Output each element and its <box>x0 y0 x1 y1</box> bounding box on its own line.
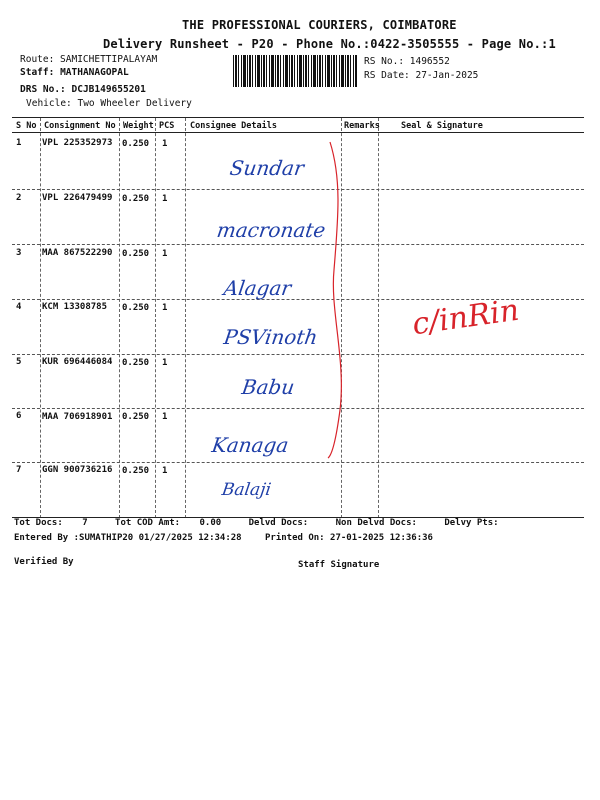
row-6-pcs: 1 <box>162 412 168 422</box>
entered-by: Entered By :SUMATHIP20 01/27/2025 12:34:28 <box>14 533 242 543</box>
tot-docs-value: 7 <box>82 518 88 528</box>
row-1-weight: 0.250 <box>122 139 150 149</box>
tot-docs-label: Tot Docs: <box>14 518 63 528</box>
delvy-pts-label: Delvy Pts: <box>444 518 499 528</box>
drs-label: DRS No.: <box>20 84 66 95</box>
row-5-weight: 0.250 <box>122 358 150 368</box>
row-4-consignment: KCM 13308785 <box>42 302 108 312</box>
row-5-consignment: KUR 696446084 <box>42 357 113 367</box>
drs-number: DCJB149655201 <box>71 84 146 95</box>
row-7-consignment: GGN 900736216 <box>42 465 113 475</box>
row-3-sno: 3 <box>16 248 22 258</box>
row-6-consignment: MAA 706918901 <box>42 412 113 422</box>
staff-name: MATHANAGOPAL <box>60 67 129 78</box>
row-5-signature: Babu <box>240 375 296 399</box>
col-header-pcs: PCS <box>159 121 175 131</box>
tot-cod-value: 0.00 <box>199 518 222 528</box>
col-divider <box>119 118 120 518</box>
row-7-sno: 7 <box>16 465 22 475</box>
route-text: Route: SAMICHETTIPALAYAM <box>20 54 158 65</box>
row-1-signature: Sundar <box>228 156 306 180</box>
company-title: THE PROFESSIONAL COURIERS, COIMBATORE <box>182 18 457 32</box>
row-6-signature: Kanaga <box>210 433 291 457</box>
row-2-signature: macronate <box>215 218 328 242</box>
row-4-signature: PSVinoth <box>222 325 320 349</box>
col-divider <box>185 118 186 518</box>
remark-mark: c/inRin <box>410 292 522 343</box>
col-header-consignee: Consignee Details <box>190 121 277 131</box>
barcode <box>233 55 357 87</box>
entry-row <box>14 533 433 543</box>
row-7-signature: Balaji <box>220 480 273 500</box>
vehicle-text: Vehicle: Two Wheeler Delivery <box>26 98 192 109</box>
verified-by-label: Verified By <box>14 557 74 567</box>
row-5-sno: 5 <box>16 357 22 367</box>
row-3-consignment: MAA 867522290 <box>42 248 113 258</box>
col-header-weight: Weight <box>123 121 154 131</box>
drs-row <box>20 84 146 95</box>
staff-signature-label: Staff Signature <box>298 560 380 570</box>
row-2-weight: 0.250 <box>122 194 150 204</box>
row-3-pcs: 1 <box>162 249 168 259</box>
row-3-signature: Alagar <box>222 276 293 300</box>
row-1-sno: 1 <box>16 138 22 148</box>
row-divider <box>12 354 584 355</box>
col-divider <box>40 118 41 518</box>
row-3-weight: 0.250 <box>122 249 150 259</box>
row-divider <box>12 189 584 190</box>
row-divider <box>12 462 584 463</box>
row-6-weight: 0.250 <box>122 412 150 422</box>
printed-on: Printed On: 27-01-2025 12:36:36 <box>265 533 433 543</box>
rs-number: RS No.: 1496552 <box>364 56 450 67</box>
row-1-consignment: VPL 225352973 <box>42 138 113 148</box>
col-divider <box>155 118 156 518</box>
row-2-consignment: VPL 226479499 <box>42 193 113 203</box>
row-divider <box>12 244 584 245</box>
red-bracket-icon <box>312 140 352 460</box>
header-divider <box>12 132 584 133</box>
col-header-remarks: Remarks <box>344 121 380 131</box>
row-4-sno: 4 <box>16 302 22 312</box>
row-7-pcs: 1 <box>162 466 168 476</box>
row-4-pcs: 1 <box>162 303 168 313</box>
row-4-weight: 0.250 <box>122 303 150 313</box>
row-7-weight: 0.250 <box>122 466 150 476</box>
non-delvd-docs-label: Non Delvd Docs: <box>335 518 417 528</box>
col-header-consignment: Consignment No <box>44 121 116 131</box>
row-2-sno: 2 <box>16 193 22 203</box>
staff-label: Staff: <box>20 67 55 78</box>
row-divider <box>12 408 584 409</box>
tot-cod-label: Tot COD Amt: <box>115 518 181 528</box>
col-divider <box>378 118 379 518</box>
rs-date: RS Date: 27-Jan-2025 <box>364 70 479 81</box>
row-5-pcs: 1 <box>162 358 168 368</box>
totals-row <box>14 518 499 528</box>
row-2-pcs: 1 <box>162 194 168 204</box>
runsheet-subtitle: Delivery Runsheet - P20 - Phone No.:0422-3505555 - Page No.:1 <box>103 37 556 51</box>
staff-row <box>20 67 129 78</box>
row-1-pcs: 1 <box>162 139 168 149</box>
row-6-sno: 6 <box>16 411 22 421</box>
col-header-sno: S No <box>16 121 37 131</box>
delvd-docs-label: Delvd Docs: <box>248 518 309 528</box>
col-header-seal-signature: Seal & Signature <box>401 121 483 131</box>
